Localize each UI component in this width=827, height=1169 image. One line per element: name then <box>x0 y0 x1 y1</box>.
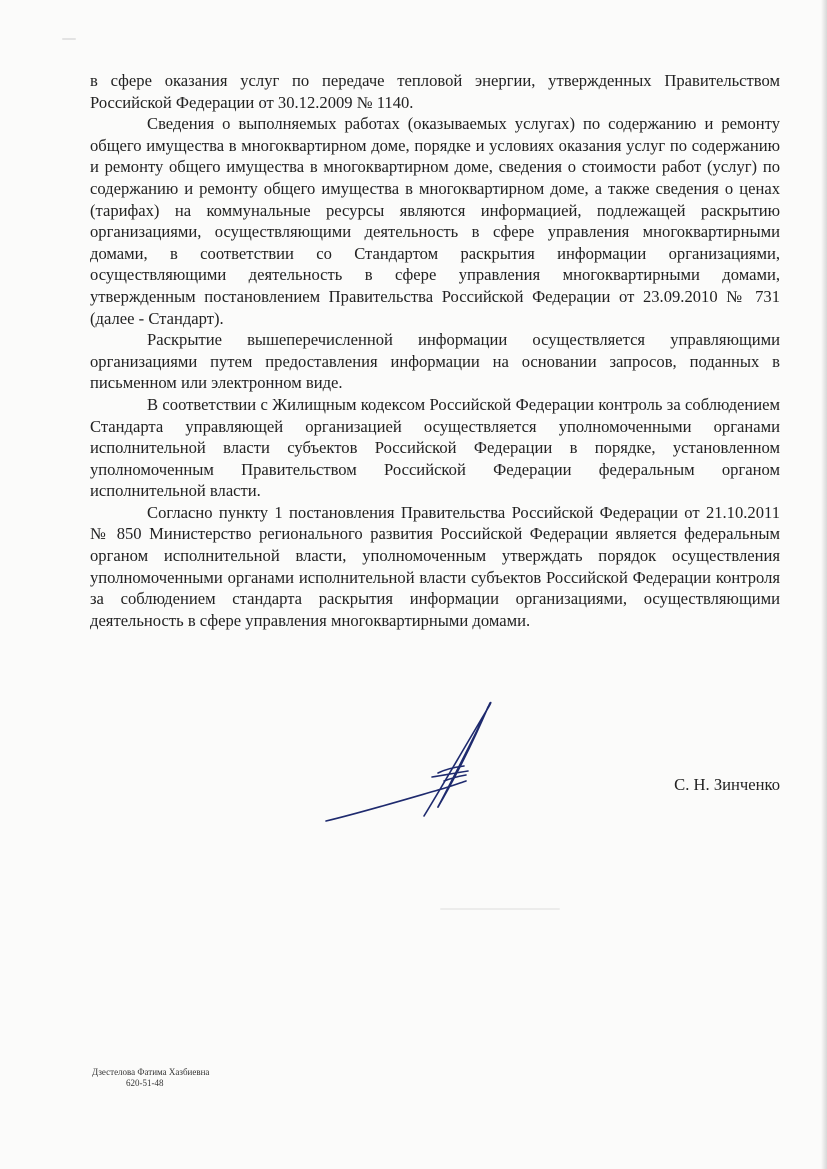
executor-footer <box>92 1067 209 1089</box>
letter-body <box>90 70 780 631</box>
paragraph-control: В соответствии с Жилищным кодексом Российской Федерации контроль за соблюдением Стандарта управляющей организацией осуществляется уполномоченными органами исполнительной власти субъектов Российской Федерации в порядке, установленном уполномоченным Правительством Российской Федерации федеральным органом исполнительной власти. <box>90 394 780 501</box>
scan-smudge <box>62 38 76 40</box>
handwritten-signature <box>320 695 510 830</box>
paragraph-continuation: в сфере оказания услуг по передаче тепловой энергии, утвержденных Правительством Российской Федерации от 30.12.2009 № 1140. <box>90 71 780 112</box>
paragraph-disclosure-method: Раскрытие вышеперечисленной информации осуществляется управляющими организациями путем предоставления информации на основании запросов, поданных в письменном или электронном виде. <box>90 330 780 393</box>
signer-name: С. Н. Зинченко <box>674 775 780 794</box>
executor-name: Дзестелова Фатима Хазбиевна <box>92 1067 210 1077</box>
paragraph-ministry: Согласно пункту 1 постановления Правительства Российской Федерации от 21.10.2011 № 850 Министерство регионального развития Российской Федерации является федеральным органом исполнительной власти, уполномоченным утверждать порядок осуществления уполномоченными органами исполнительной власти субъектов Российской Федерации контроля за соблюдением стандарта раскрытия информации организациями, осуществляющими деятельность в сфере управления многоквартирными домами. <box>90 502 780 630</box>
scan-smudge <box>440 908 560 910</box>
executor-phone: 620-51-48 <box>126 1078 164 1088</box>
paragraph-disclosure-info: Сведения о выполняемых работах (оказываемых услугах) по содержанию и ремонту общего имущества в многоквартирном доме, порядке и условиях оказания услуг по содержанию и ремонту общего имущества в многоквартирном доме, сведения о стоимости работ (услуг) по содержанию и ремонту общего имущества в многоквартирном доме, а также сведения о ценах (тарифах) на коммунальные ресурсы являются информацией, подлежащей раскрытию организациями, осуществляющими деятельность в сфере управления многоквартирными домами, в соответствии со Стандартом раскрытия информации организациями, осуществляющими деятельность в сфере управления многоквартирными домами, утвержденным постановлением Правительства Российской Федерации от 23.09.2010 № 731 (далее - Стандарт). <box>90 114 780 328</box>
page-edge-shadow <box>821 0 827 1169</box>
